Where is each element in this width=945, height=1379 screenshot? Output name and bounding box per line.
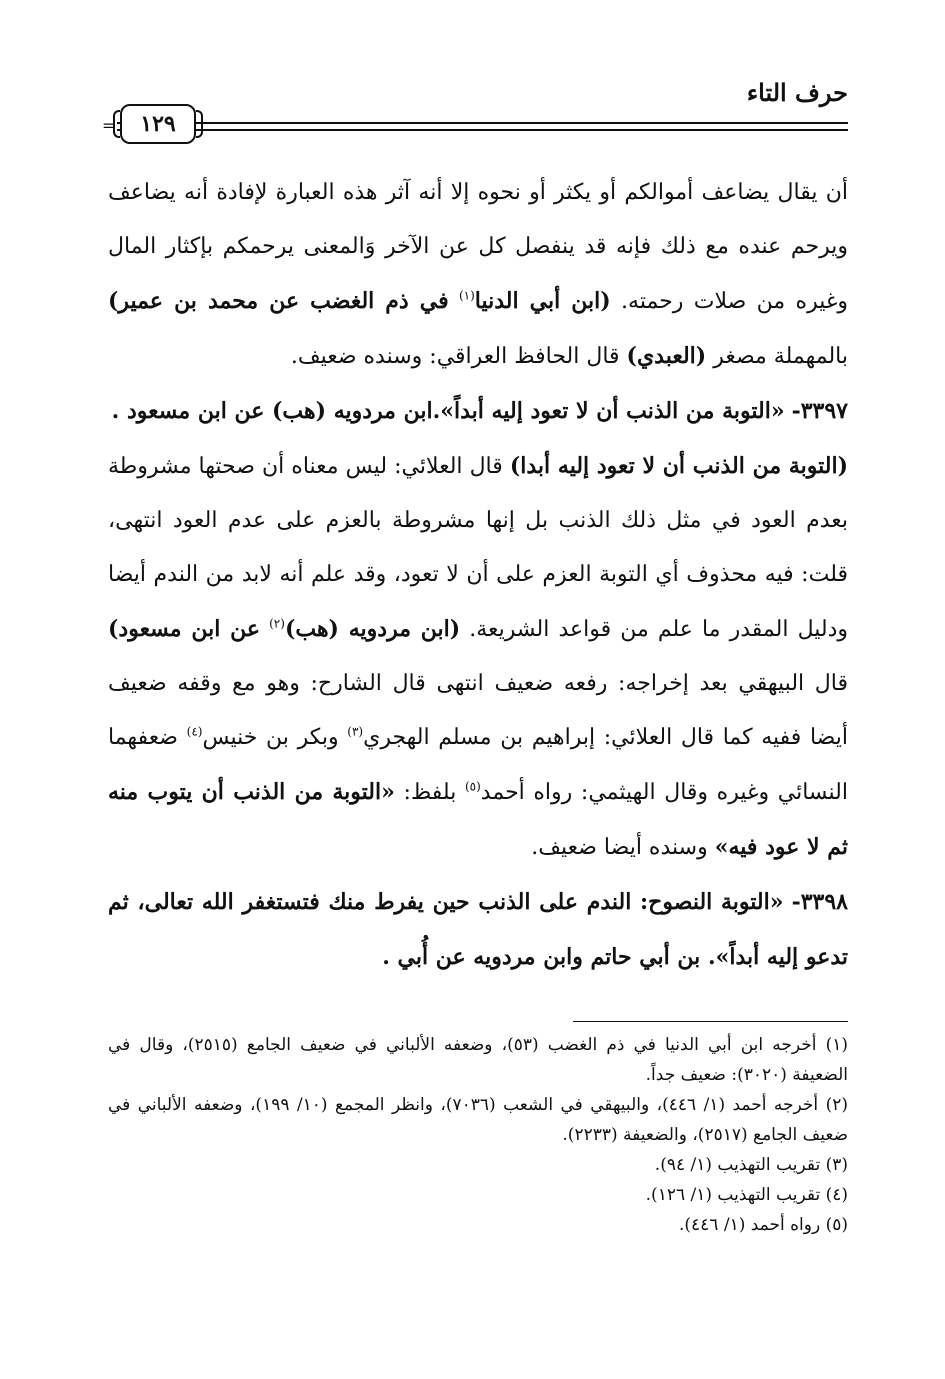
source-reference: عن ابن مسعود) bbox=[108, 616, 260, 642]
hadith-3398 bbox=[108, 875, 848, 985]
paragraph-commentary-2 bbox=[108, 439, 848, 875]
paragraph-commentary-1 bbox=[108, 166, 848, 384]
quoted-hadith: (التوبة من الذنب أن لا تعود إليه أبدا) bbox=[509, 453, 848, 479]
commentary-text: ضعفهما النسائي وغيره وقال الهيثمي: رواه أحمد bbox=[108, 725, 848, 805]
commentary-text: بالمهملة مصغر bbox=[713, 344, 848, 369]
footnotes bbox=[108, 1030, 848, 1240]
commentary-text: قال الحافظ العراقي: وسنده ضعيف. bbox=[290, 344, 620, 369]
quoted-hadith: «التوبة من الذنب أن يتوب منه ثم لا عود فيه» bbox=[108, 779, 848, 860]
hadith-number: ٣٣٩٨- bbox=[791, 889, 848, 915]
footnote-2: (٢) أخرجه أحمد (١/ ٤٤٦)، والبيهقي في الشعب (٧٠٣٦)، وانظر المجمع (١٠/ ١٩٩)، وضعفه الألباني في ضعيف الجامع (٢٥١٧)، والضعيفة (٢٢٣٣). bbox=[108, 1095, 848, 1145]
commentary-text: وبكر بن خنيس bbox=[202, 725, 339, 750]
page-number-cartouche bbox=[120, 104, 196, 144]
footnote-4: (٤) تقريب التهذيب (١/ ١٢٦). bbox=[645, 1185, 848, 1205]
commentary-text: قال العلائي: ليس معناه أن صحتها مشروطة بعدم العود في مثل ذلك الذنب بل إنها مشروطة بالعزم على عدم العود انتهى، قلت: فيه محذوف أي التوبة العزم على أن لا تعود، وقد علم أنه لابد من الندم أيضا ودليل المقدر ما علم من قواعد الشريعة. bbox=[108, 454, 848, 642]
footnote-marker-5: (٥) bbox=[464, 779, 481, 794]
hadith-text: «التوبة من الذنب أن لا تعود إليه أبداً».ابن مردويه (هب) عن ابن مسعود . bbox=[111, 398, 785, 424]
footnote-marker-3: (٣) bbox=[347, 724, 364, 739]
footnote-5: (٥) رواه أحمد (١/ ٤٤٦). bbox=[678, 1215, 848, 1235]
hadith-text: «التوبة النصوح: الندم على الذنب حين يفرط منك فتستغفر الله تعالى، ثم تدعو إليه أبداً». بن أبي حاتم وابن مردويه عن أُبي . bbox=[108, 889, 848, 970]
body-text bbox=[108, 166, 848, 985]
footnote-separator bbox=[573, 1021, 848, 1022]
hadith-3397 bbox=[108, 384, 848, 439]
narrator-name: (العبدي) bbox=[626, 343, 707, 369]
header-left-mark: = bbox=[102, 116, 116, 135]
page-number: ١٢٩ bbox=[140, 111, 176, 137]
hadith-number: ٣٣٩٧- bbox=[791, 398, 848, 424]
header-double-rule bbox=[100, 120, 848, 134]
commentary-text: وسنده أيضا ضعيف. bbox=[531, 835, 708, 860]
header-rule-bottom bbox=[100, 129, 848, 131]
footnote-1: (١) أخرجه ابن أبي الدنيا في ذم الغضب (٥٣)، وضعفه الألباني في ضعيف الجامع (٢٥١٥)، وقال في الضعيفة (٣٠٢٠): ضعيف جداً. bbox=[108, 1035, 848, 1085]
commentary-text: قال البيهقي بعد إخراجه: رفعه ضعيف انتهى قال الشارح: وهو مع وقفه ضعيف أيضا ففيه كما قال العلائي: إبراهيم بن مسلم الهجري bbox=[108, 671, 848, 750]
source-reference: (ابن مردويه (هب) bbox=[284, 616, 461, 642]
running-head: حرف التاء bbox=[746, 78, 848, 107]
footnote-marker-1: (١) bbox=[458, 288, 475, 303]
footnote-marker-2: (٢) bbox=[269, 616, 285, 631]
header-rule-top bbox=[100, 122, 848, 124]
footnote-marker-4: (٤) bbox=[186, 724, 203, 739]
commentary-text: بلفظ: bbox=[403, 780, 457, 805]
commentary-text: أن يقال يضاعف أموالكم أو يكثر أو نحوه إلا أنه آثر هذه العبارة لإفادة أنه يضاعف ويرحم عنده مع ذلك فإنه قد ينفصل كل عن الآخر وَالمعنى يرحمكم بإكثار المال وغيره من صلات رحمته. bbox=[108, 180, 848, 314]
source-reference: في ذم الغضب عن محمد بن عمير) bbox=[108, 288, 449, 314]
source-reference: (ابن أبي الدنيا bbox=[474, 288, 611, 314]
footnote-3: (٣) تقريب التهذيب (١/ ٩٤). bbox=[654, 1155, 848, 1175]
